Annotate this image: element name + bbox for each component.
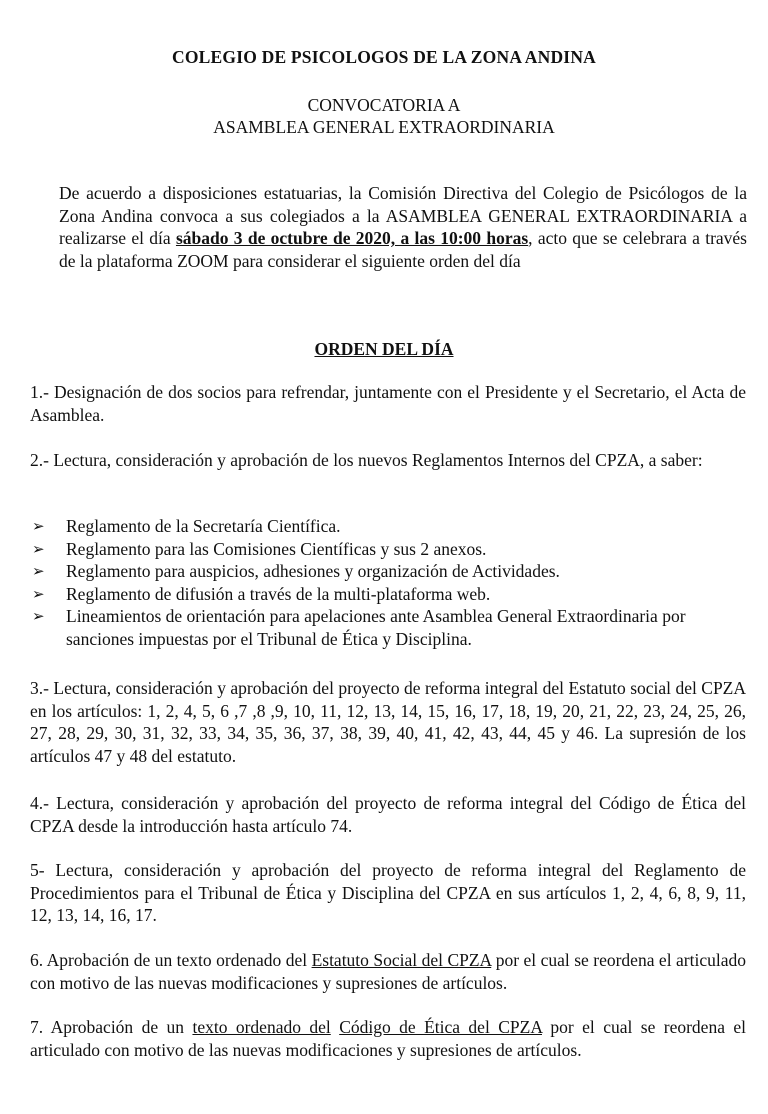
agenda-item-7 [30,1016,746,1061]
agenda-item-4: 4.- Lectura, consideración y aprobación del proyecto de reforma integral del Código de Ética del CPZA desde la introducción hasta artículo 74. [30,793,746,836]
intro-text-after: , acto que se celebrara a través de la plataforma ZOOM para considerar el siguiente orden del día [59,228,747,271]
list-item-text: Reglamento para auspicios, adhesiones y organización de Actividades. [66,561,560,581]
convocatoria-heading [0,94,768,138]
item-7-text-mid [331,1017,339,1037]
orden-del-dia-title: ORDEN DEL DÍA [314,339,454,359]
agenda-item-2: 2.- Lectura, consideración y aprobación de los nuevos Reglamentos Internos del CPZA, a saber: [30,450,703,470]
estatuto-social-reference: Estatuto Social del CPZA [311,950,492,970]
list-item [30,560,746,583]
meeting-date: sábado 3 de octubre de 2020, a las 10:00 horas [175,228,529,248]
agenda-item-1: 1.- Designación de dos socios para refrendar, juntamente con el Presidente y el Secretario, el Acta de Asamblea. [30,382,746,425]
intro-paragraph [59,182,747,272]
convocatoria-line-2: ASAMBLEA GENERAL EXTRAORDINARIA [213,117,555,137]
item-6-text-before: 6. Aprobación de un texto ordenado del [30,950,312,970]
agenda-item-6 [30,949,746,994]
arrow-bullet-icon: ➢ [32,562,45,580]
list-item-text: Reglamento para las Comisiones Científicas y sus 2 anexos. [66,538,487,559]
arrow-bullet-icon: ➢ [32,607,45,625]
organization-title: COLEGIO DE PSICOLOGOS DE LA ZONA ANDINA [172,47,596,67]
regulations-list [30,515,746,650]
codigo-etica-reference: Código de Ética del CPZA [339,1017,542,1037]
arrow-bullet-icon: ➢ [32,539,45,558]
intro-text-before: De acuerdo a disposiciones estatuarias, la Comisión Directiva del Colegio de Psicólogos de la Zona Andina convoca a sus colegiados a la ASAMBLEA GENERAL EXTRAORDINARIA a realizarse el día [59,183,747,248]
list-item-text: Reglamento de difusión a través de la multi-plataforma web. [66,583,491,604]
list-item-text: Reglamento de la Secretaría Científica. [66,516,341,536]
list-item [30,538,746,561]
list-item [30,515,746,538]
item-7-text-after: por el cual se reordena el articulado con motivo de las nuevas modificaciones y supresiones de artículos. [30,1017,746,1060]
texto-ordenado-reference: texto ordenado del [192,1017,331,1037]
list-item [30,605,746,650]
item-6-text-after: por el cual se reordena el articulado con motivo de las nuevas modificaciones y supresiones de artículos. [30,950,746,993]
arrow-bullet-icon: ➢ [32,584,45,603]
item-7-text-before: 7. Aprobación de un [30,1017,193,1037]
arrow-bullet-icon: ➢ [32,517,45,535]
list-item [30,583,746,606]
agenda-item-3: 3.- Lectura, consideración y aprobación del proyecto de reforma integral del Estatuto social del CPZA en los artículos: 1, 2, 4, 5, 6 ,7 ,8 ,9, 10, 11, 12, 13, 14, 15, 16, 17, 18, 19, 20, 21, 22, 23, 24, 25, 26, 27, 28, 29, 30, 31, 32, 33, 34, 35, 36, 37, 38, 39, 40, 41, 42, 43, 44, 45 y 46. La supresión de los artículos 47 y 48 del estatuto. [30,678,746,766]
agenda-item-5: 5- Lectura, consideración y aprobación del proyecto de reforma integral del Reglamento de Procedimientos para el Tribunal de Ética y Disciplina del CPZA en sus artículos 1, 2, 4, 6, 8, 9, 11, 12, 13, 14, 16, 17. [30,860,746,925]
list-item-text: Lineamientos de orientación para apelaciones ante Asamblea General Extraordinaria por sanciones impuestas por el Tribunal de Ética y Disciplina. [66,606,686,649]
convocatoria-line-1: CONVOCATORIA A [307,95,461,115]
